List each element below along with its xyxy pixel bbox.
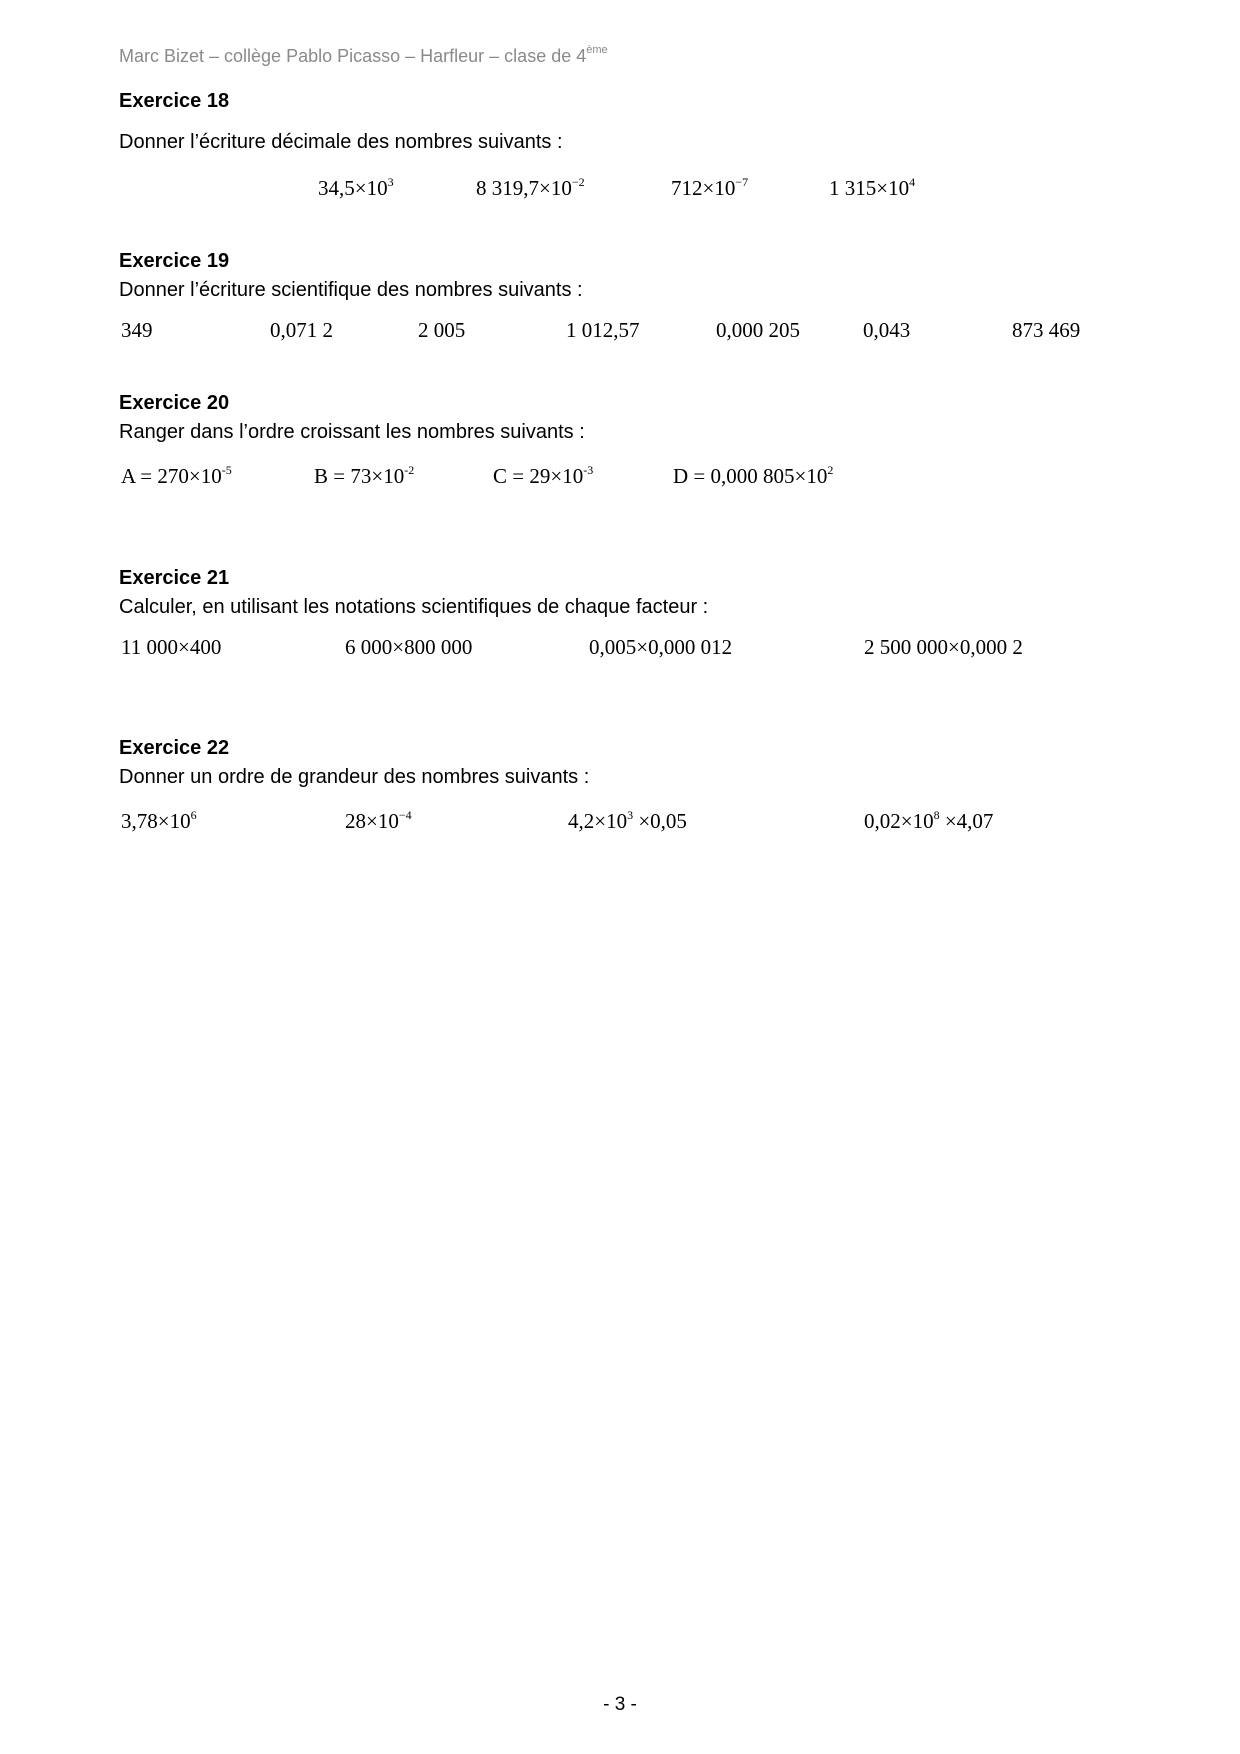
exercise-21-item: 11 000×400 <box>121 635 222 659</box>
exercise-19-item: 0,000 205 <box>716 318 800 342</box>
exercise-19-item: 873 469 <box>1012 318 1081 342</box>
exercise-19-item: 0,043 <box>863 318 911 342</box>
exercise-22-item <box>121 808 197 834</box>
exercise-19-item: 1 012,57 <box>566 318 640 342</box>
item-base: 3,78×10 <box>121 809 191 833</box>
page-header <box>119 44 608 67</box>
exercise-20-title: Exercice 20 <box>119 392 230 414</box>
item-base: 712×10 <box>671 176 736 200</box>
item-exponent: −2 <box>571 175 585 189</box>
exercise-20-instruction: Ranger dans l’ordre croissant les nombres suivants : <box>119 421 585 443</box>
item-exponent: -5 <box>221 463 232 477</box>
exercise-21-item: 6 000×800 000 <box>345 635 473 659</box>
item-exponent: 8 <box>933 808 940 822</box>
exercise-20-item <box>673 463 833 489</box>
item-base: D = 0,000 805×10 <box>673 464 828 488</box>
exercise-21-item: 0,005×0,000 012 <box>589 635 733 659</box>
exercise-18-item <box>318 175 394 201</box>
item-base: 4,2×10 <box>568 809 628 833</box>
exercise-22-item <box>864 808 993 834</box>
exercise-22-title: Exercice 22 <box>119 737 230 759</box>
exercise-22-item <box>345 808 412 834</box>
item-exponent: −7 <box>735 175 749 189</box>
page-number: - 3 - <box>603 1694 637 1715</box>
item-exponent: −4 <box>398 808 412 822</box>
item-exponent: -2 <box>404 463 415 477</box>
exercise-22-instruction: Donner un ordre de grandeur des nombres suivants : <box>119 766 590 788</box>
exercise-22-item <box>568 808 687 834</box>
exercise-20-item <box>314 463 414 489</box>
item-base: 1 315×10 <box>829 176 910 200</box>
exercise-18-title: Exercice 18 <box>119 90 230 112</box>
item-base: C = 29×10 <box>493 464 584 488</box>
item-exponent: 2 <box>827 463 834 477</box>
exercise-19-item: 2 005 <box>418 318 466 342</box>
exercise-18-item <box>829 175 915 201</box>
item-exponent: 6 <box>190 808 197 822</box>
exercise-19-item: 0,071 2 <box>270 318 333 342</box>
item-base: 34,5×10 <box>318 176 388 200</box>
item-base: 28×10 <box>345 809 399 833</box>
item-base: B = 73×10 <box>314 464 405 488</box>
exercise-21-item: 2 500 000×0,000 2 <box>864 635 1023 659</box>
item-base: A = 270×10 <box>121 464 222 488</box>
exercise-18-item <box>476 175 585 201</box>
item-tail: ×4,07 <box>939 809 994 833</box>
header-superscript: ème <box>586 44 608 56</box>
item-exponent: 3 <box>387 175 394 189</box>
exercise-19-instruction: Donner l’écriture scientifique des nombres suivants : <box>119 279 583 301</box>
item-exponent: -3 <box>583 463 594 477</box>
exercise-19-title: Exercice 19 <box>119 250 230 272</box>
exercise-21-title: Exercice 21 <box>119 567 230 589</box>
item-base: 0,02×10 <box>864 809 934 833</box>
header-text: Marc Bizet – collège Pablo Picasso – Harfleur – clase de 4 <box>119 46 587 66</box>
exercise-18-instruction: Donner l’écriture décimale des nombres suivants : <box>119 131 563 153</box>
exercise-18-item <box>671 175 748 201</box>
exercise-20-item <box>493 463 593 489</box>
item-base: 8 319,7×10 <box>476 176 572 200</box>
exercise-20-item <box>121 463 232 489</box>
item-exponent: 4 <box>909 175 916 189</box>
item-exponent: 3 <box>627 808 634 822</box>
exercise-19-item: 349 <box>121 318 153 342</box>
exercise-21-instruction: Calculer, en utilisant les notations scientifiques de chaque facteur : <box>119 596 709 618</box>
item-tail: ×0,05 <box>633 809 687 833</box>
